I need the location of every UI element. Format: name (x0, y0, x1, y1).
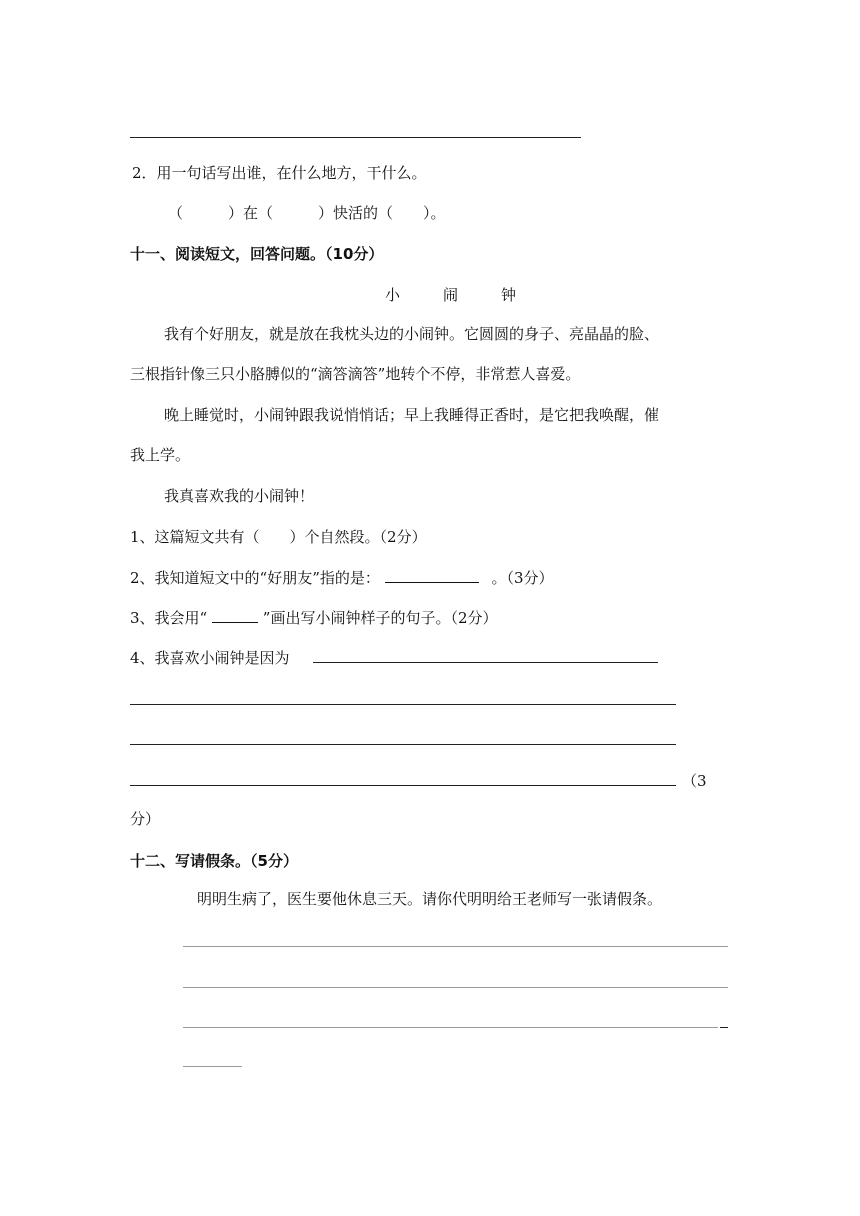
paragraph-3: 我真喜欢我的小闹钟！ (164, 487, 315, 505)
paragraph-2-line-1: 晚上睡觉时，小闹钟跟我说悄悄话；早上我睡得正香时，是它把我唤醒，催 (164, 406, 660, 424)
writing-line-1[interactable] (183, 946, 728, 947)
answer-line-q4-2[interactable] (130, 704, 676, 705)
reading-question-3-suffix: ”画出写小闹钟样子的句子。（2分） (262, 609, 498, 627)
answer-line-q4-1[interactable] (313, 662, 658, 663)
answer-line-top (130, 137, 581, 138)
leave-note-prompt: 明明生病了，医生要他休息三天。请你代明明给王老师写一张请假条。 (197, 890, 663, 908)
reading-question-2 (130, 567, 554, 588)
reading-question-4-score-a: （3 (682, 772, 707, 790)
paragraph-2-line-2: 我上学。 (130, 446, 191, 464)
paragraph-1-line-1: 我有个好朋友，就是放在我枕头边的小闹钟。它圆圆的身子、亮晶晶的脸、 (164, 325, 660, 343)
writing-line-3-tail (720, 1027, 728, 1028)
question-2-template: （ ）在（ ）快活的（ ）。 (168, 204, 446, 222)
reading-question-3-prefix: 3、我会用“ (130, 609, 208, 627)
reading-question-2-prefix: 2、我知道短文中的“好朋友”指的是： (130, 569, 380, 587)
writing-line-4[interactable] (183, 1066, 242, 1067)
writing-line-3[interactable] (183, 1027, 718, 1028)
section-11-heading: 十一、阅读短文，回答问题。（10分） (130, 245, 384, 263)
section-12-heading: 十二、写请假条。（5分） (130, 852, 298, 870)
reading-question-3 (130, 607, 498, 628)
reading-question-2-suffix: 。（3分） (491, 569, 554, 587)
reading-question-1: 1、这篇短文共有（ ）个自然段。（2分） (130, 528, 427, 546)
story-title: 小 闹 钟 (385, 286, 531, 304)
answer-line-q4-3[interactable] (130, 744, 676, 745)
writing-line-2[interactable] (183, 987, 728, 988)
answer-line-q4-4[interactable] (130, 785, 676, 786)
question-2-text: 2．用一句话写出谁，在什么地方，干什么。 (132, 164, 427, 182)
reading-question-4-score-b: 分） (130, 810, 161, 828)
paragraph-1-line-2: 三根指针像三只小胳膊似的“滴答滴答”地转个不停，非常惹人喜爱。 (130, 365, 581, 383)
reading-question-4: 4、我喜欢小闹钟是因为 (130, 649, 290, 667)
underline-sample (212, 608, 258, 623)
answer-blank-friend[interactable] (385, 568, 479, 583)
